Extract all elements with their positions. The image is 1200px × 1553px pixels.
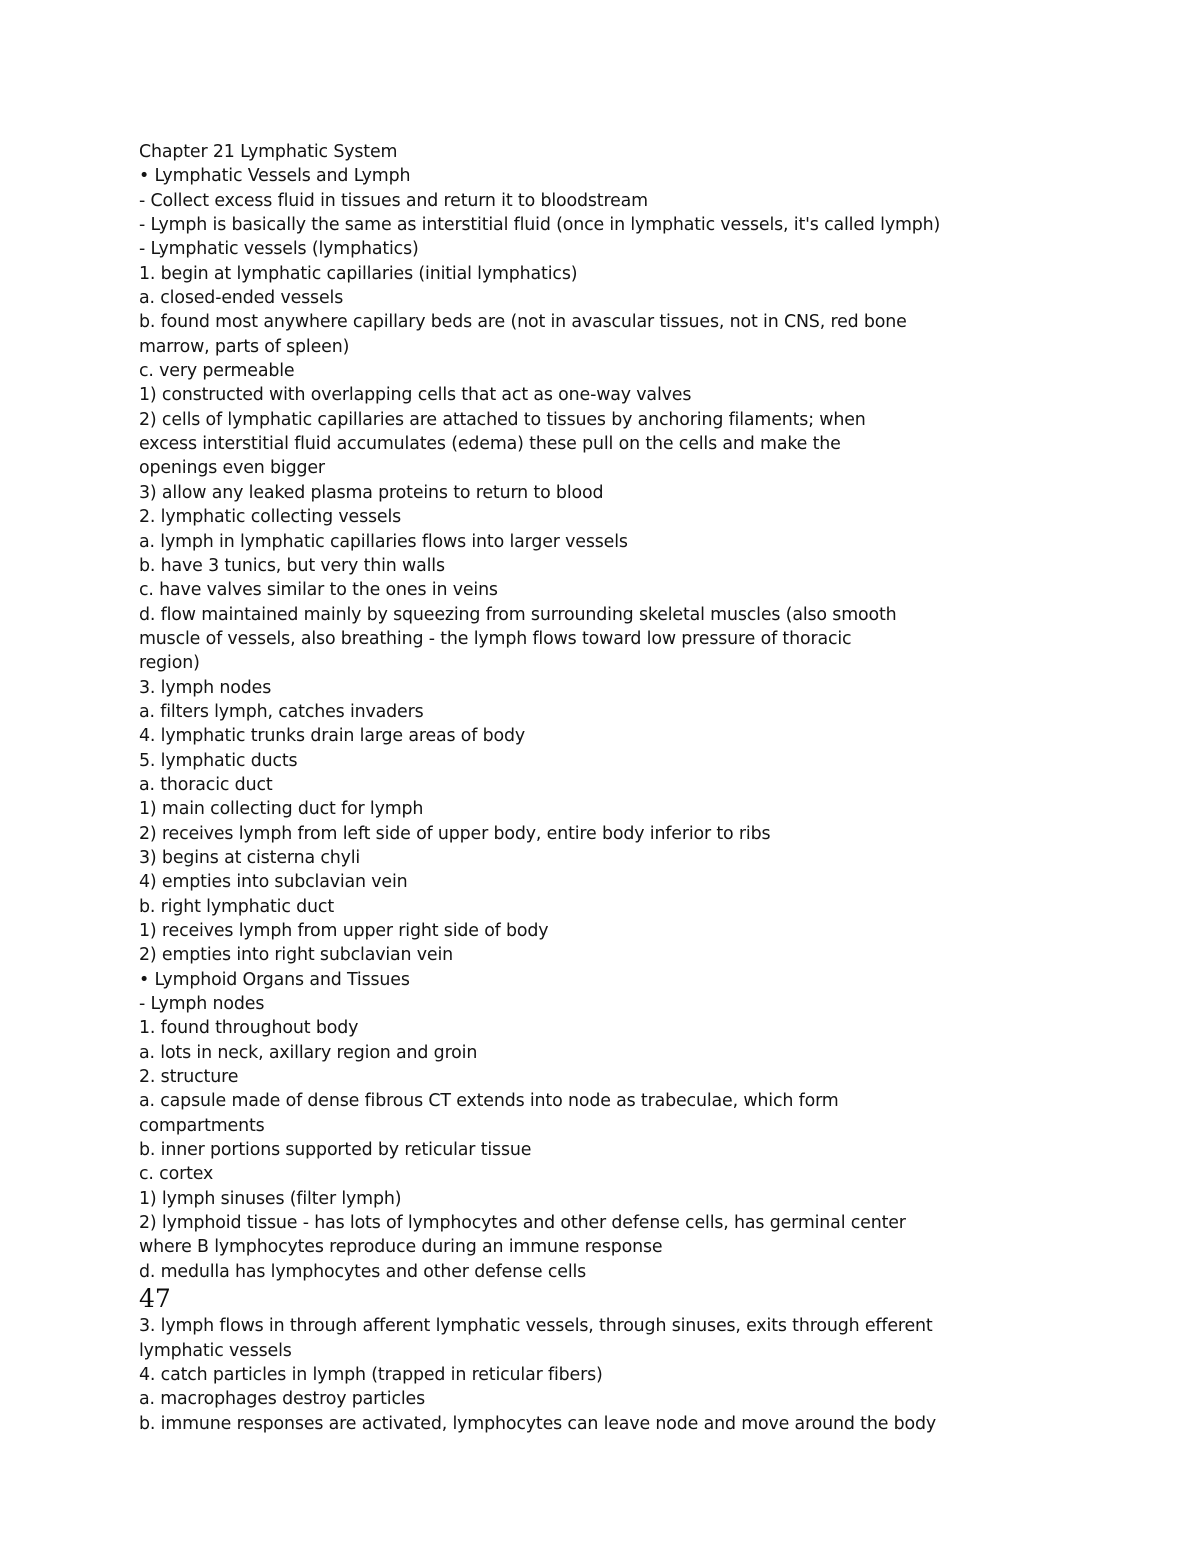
notes-line: muscle of vessels, also breathing - the lymph flows toward low pressure of thoracic: [139, 628, 852, 649]
notes-lines-before-page-number: [139, 140, 969, 1284]
notes-line: 2. lymphatic collecting vessels: [139, 507, 402, 528]
notes-line: a. lymph in lymphatic capillaries flows into larger vessels: [139, 531, 628, 552]
notes-line: marrow, parts of spleen): [139, 336, 350, 357]
notes-line: 2) lymphoid tissue - has lots of lymphocytes and other defense cells, has germinal center: [139, 1213, 906, 1234]
notes-line: 1. begin at lymphatic capillaries (initial lymphatics): [139, 263, 578, 284]
notes-line: lymphatic vessels: [139, 1340, 292, 1361]
notes-line: 3) begins at cisterna chyli: [139, 847, 361, 868]
notes-line: • Lymphoid Organs and Tissues: [139, 969, 410, 990]
notes-line: b. found most anywhere capillary beds are (not in avascular tissues, not in CNS, red bone: [139, 312, 907, 333]
notes-line: 4. lymphatic trunks drain large areas of body: [139, 726, 526, 747]
notes-line: a. capsule made of dense fibrous CT extends into node as trabeculae, which form: [139, 1091, 839, 1112]
notes-line: a. lots in neck, axillary region and groin: [139, 1042, 478, 1063]
notes-line: a. macrophages destroy particles: [139, 1389, 426, 1410]
notes-line: a. filters lymph, catches invaders: [139, 701, 424, 722]
notes-line: where B lymphocytes reproduce during an immune response: [139, 1237, 663, 1258]
notes-line: 3. lymph nodes: [139, 677, 272, 698]
notes-lines-after-page-number: [139, 1314, 969, 1436]
notes-line: 2. structure: [139, 1067, 239, 1088]
notes-line: c. have valves similar to the ones in veins: [139, 580, 498, 601]
notes-line: 4. catch particles in lymph (trapped in reticular fibers): [139, 1364, 603, 1385]
notes-line: - Collect excess fluid in tissues and return it to bloodstream: [139, 190, 648, 211]
notes-line: excess interstitial fluid accumulates (edema) these pull on the cells and make the: [139, 434, 841, 455]
notes-line: 1) lymph sinuses (filter lymph): [139, 1188, 402, 1209]
notes-line: 1. found throughout body: [139, 1018, 359, 1039]
notes-line: - Lymph is basically the same as interstitial fluid (once in lymphatic vessels, it's called lymph): [139, 215, 941, 236]
notes-line: b. have 3 tunics, but very thin walls: [139, 555, 445, 576]
notes-line: 1) receives lymph from upper right side of body: [139, 921, 549, 941]
notes-text-block: [139, 140, 969, 1436]
notes-line: 3. lymph flows in through afferent lymphatic vessels, through sinuses, exits through efferent: [139, 1316, 933, 1337]
notes-line: d. flow maintained mainly by squeezing from surrounding skeletal muscles (also smooth: [139, 604, 897, 625]
notes-line: 5. lymphatic ducts: [139, 750, 298, 771]
notes-line: 2) empties into right subclavian vein: [139, 945, 454, 966]
notes-line: - Lymph nodes: [139, 994, 265, 1015]
notes-line: Chapter 21 Lymphatic System: [139, 142, 398, 162]
notes-line: b. immune responses are activated, lymphocytes can leave node and move around the body: [139, 1413, 937, 1434]
notes-line: c. very permeable: [139, 361, 295, 382]
notes-line: 4) empties into subclavian vein: [139, 872, 408, 893]
notes-line: 1) main collecting duct for lymph: [139, 799, 424, 820]
notes-line: d. medulla has lymphocytes and other defense cells: [139, 1261, 587, 1282]
notes-line: a. closed-ended vessels: [139, 288, 344, 309]
notes-line: compartments: [139, 1115, 265, 1136]
notes-line: b. right lymphatic duct: [139, 896, 334, 917]
notes-line: 2) receives lymph from left side of upper body, entire body inferior to ribs: [139, 823, 771, 844]
notes-line: 3) allow any leaked plasma proteins to return to blood: [139, 482, 604, 503]
notes-line: region): [139, 653, 200, 674]
notes-line: c. cortex: [139, 1164, 214, 1185]
notes-line: b. inner portions supported by reticular tissue: [139, 1140, 532, 1161]
notes-line: • Lymphatic Vessels and Lymph: [139, 166, 411, 187]
notes-line: 2) cells of lymphatic capillaries are attached to tissues by anchoring filaments; when: [139, 409, 866, 430]
notes-line: openings even bigger: [139, 458, 325, 479]
notes-line: 1) constructed with overlapping cells that act as one-way valves: [139, 385, 692, 406]
page-number: 47: [139, 1284, 171, 1314]
notes-line: a. thoracic duct: [139, 774, 273, 795]
notes-line: - Lymphatic vessels (lymphatics): [139, 239, 419, 260]
